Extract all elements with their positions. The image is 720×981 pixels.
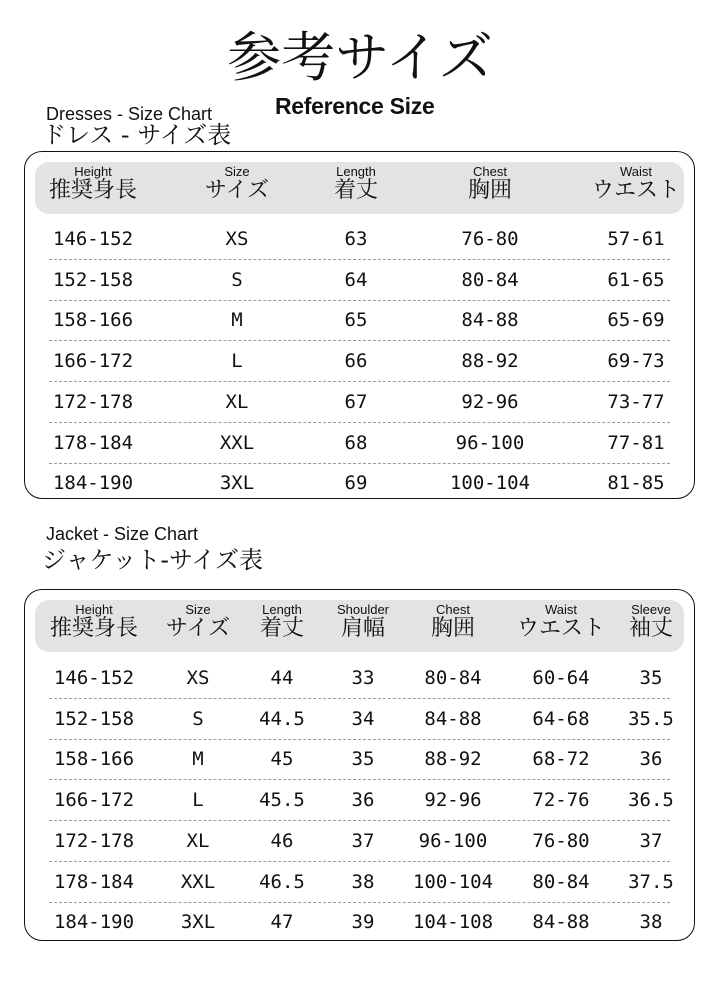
column-header-jp: サイズ	[204, 178, 270, 203]
table-cell: 80-84	[424, 667, 482, 689]
table-cell: 36	[351, 789, 375, 812]
jacket-size-table	[24, 589, 695, 941]
table-row	[49, 902, 670, 942]
table-cell: 76-80	[461, 228, 519, 250]
table-cell: 64	[344, 268, 368, 291]
table-cell: 166-172	[52, 350, 134, 373]
column-header-jp: 推奨身長	[49, 616, 139, 641]
column-header	[260, 600, 304, 652]
table-cell: 152-158	[53, 707, 135, 730]
table-row	[49, 463, 670, 503]
column-header	[468, 162, 512, 214]
table-cell: 44.5	[259, 707, 305, 730]
table-cell: 76-80	[532, 829, 590, 852]
table-cell: XS	[225, 228, 249, 250]
table-cell: 100-104	[449, 472, 531, 495]
table-cell: 47	[270, 911, 294, 934]
table-cell: 184-190	[52, 472, 134, 495]
table-cell: 36.5	[628, 789, 674, 812]
table-cell: 184-190	[53, 911, 135, 934]
table-cell: 178-184	[52, 431, 134, 454]
column-header	[50, 600, 138, 652]
table-cell: 37	[639, 829, 663, 852]
table-cell: 36	[639, 748, 663, 771]
table-cell: 158-166	[52, 309, 134, 332]
table-cell: M	[231, 309, 243, 332]
column-header-jp: 胸囲	[430, 616, 476, 641]
table-row	[49, 739, 670, 780]
table-cell: XL	[225, 390, 249, 413]
table-cell: 88-92	[461, 350, 519, 373]
table-row	[49, 382, 670, 423]
table-cell: 35	[351, 748, 375, 771]
table-row	[49, 699, 674, 740]
table-cell: XS	[186, 667, 210, 689]
table-cell: 84-88	[424, 707, 482, 730]
table-cell: 104-108	[412, 911, 494, 934]
table-cell: 80-84	[532, 870, 590, 893]
column-header-en: Shoulder	[336, 602, 390, 617]
column-header-jp: 袖丈	[628, 616, 674, 641]
column-header-jp: 胸囲	[467, 178, 513, 203]
table-cell: 77-81	[607, 431, 665, 454]
table-cell: 65-69	[607, 309, 665, 332]
table-cell: 172-178	[52, 390, 134, 413]
table-cell: 80-84	[461, 268, 519, 291]
table-cell: 3XL	[219, 472, 255, 495]
table-cell: 92-96	[461, 390, 519, 413]
table-cell: 68-72	[532, 748, 590, 771]
column-header	[337, 600, 389, 652]
table-cell: 67	[344, 390, 368, 413]
column-header	[431, 600, 475, 652]
table-cell: 68	[344, 431, 368, 454]
table-row	[49, 862, 674, 903]
table-cell: 100-104	[412, 870, 494, 893]
dresses-table-header	[35, 162, 684, 214]
column-header-jp: サイズ	[165, 616, 231, 641]
table-cell: 66	[344, 350, 368, 373]
column-header-en: Size	[185, 602, 211, 617]
table-cell: 46.5	[259, 870, 305, 893]
table-cell: 73-77	[607, 390, 665, 413]
table-cell: XXL	[219, 431, 255, 454]
column-header-en: Size	[224, 164, 250, 179]
column-header-en: Chest	[473, 164, 507, 179]
table-cell: 38	[351, 870, 375, 893]
column-header-en: Height	[74, 164, 112, 179]
table-cell: L	[231, 350, 243, 373]
table-cell: 39	[351, 911, 375, 934]
jacket-section-label-jp: ジャケット-サイズ表	[42, 546, 264, 574]
table-row	[49, 260, 670, 301]
table-cell: 96-100	[455, 431, 525, 454]
table-cell: XL	[186, 829, 210, 852]
table-cell: 88-92	[424, 748, 482, 771]
table-cell: 35.5	[628, 707, 674, 730]
table-cell: 64-68	[532, 707, 590, 730]
table-cell: 158-166	[53, 748, 135, 771]
table-cell: 72-76	[532, 789, 590, 812]
jacket-table-header	[35, 600, 684, 652]
column-header	[205, 162, 269, 214]
table-cell: 60-64	[532, 667, 590, 689]
table-cell: XXL	[180, 870, 216, 893]
jacket-section-label-en: Jacket - Size Chart	[46, 524, 199, 544]
dresses-section-label-en: Dresses - Size Chart	[46, 104, 213, 124]
table-row	[49, 658, 670, 699]
table-cell: 146-152	[52, 228, 134, 250]
dresses-size-table	[24, 151, 695, 499]
table-cell: 3XL	[180, 911, 216, 934]
table-cell: 38	[639, 911, 663, 934]
column-header	[629, 600, 673, 652]
column-header-jp: 着丈	[259, 616, 305, 641]
column-header-en: Length	[262, 602, 302, 617]
column-header-en: Chest	[436, 602, 470, 617]
table-row	[49, 780, 674, 821]
column-header	[166, 600, 230, 652]
column-header-en: Waist	[619, 164, 653, 179]
table-cell: 65	[344, 309, 368, 332]
table-cell: 178-184	[53, 870, 135, 893]
table-cell: 152-158	[52, 268, 134, 291]
table-row	[49, 300, 670, 341]
table-cell: S	[192, 707, 204, 730]
table-cell: 37.5	[628, 870, 674, 893]
table-cell: 44	[270, 667, 294, 689]
column-header	[334, 162, 378, 214]
column-header	[517, 600, 605, 652]
table-cell: 46	[270, 829, 294, 852]
table-cell: 34	[351, 707, 375, 730]
table-cell: 37	[351, 829, 375, 852]
table-row	[49, 341, 670, 382]
table-cell: 146-152	[53, 667, 135, 689]
table-cell: 172-178	[53, 829, 135, 852]
table-cell: 61-65	[607, 268, 665, 291]
table-cell: 63	[344, 228, 368, 250]
table-cell: 96-100	[418, 829, 488, 852]
column-header	[592, 162, 680, 214]
table-cell: 33	[351, 667, 375, 689]
table-row	[49, 821, 670, 862]
column-header-en: Length	[336, 164, 376, 179]
table-cell: M	[192, 748, 204, 771]
table-cell: 166-172	[53, 789, 135, 812]
column-header-jp: ウエスト	[516, 616, 606, 641]
table-cell: 81-85	[607, 472, 665, 495]
table-row	[49, 219, 670, 260]
column-header-jp: 着丈	[333, 178, 379, 203]
column-header-jp: 肩幅	[340, 616, 386, 641]
table-cell: 45	[270, 748, 294, 771]
column-header-en: Sleeve	[631, 602, 671, 617]
column-header-jp: 推奨身長	[48, 178, 138, 203]
page-subtitle: Reference Size	[275, 93, 435, 119]
table-cell: 45.5	[259, 789, 305, 812]
table-cell: 57-61	[607, 228, 665, 250]
table-cell: 84-88	[461, 309, 519, 332]
page-title: 参考サイズ	[227, 26, 493, 89]
column-header-en: Waist	[544, 602, 578, 617]
table-cell: L	[192, 789, 204, 812]
table-row	[49, 423, 670, 464]
table-cell: 84-88	[532, 911, 590, 934]
column-header-en: Height	[75, 602, 113, 617]
table-cell: S	[231, 268, 243, 291]
dresses-section-label-jp: ドレス - サイズ表	[42, 121, 232, 149]
column-header	[49, 162, 137, 214]
table-cell: 35	[639, 667, 663, 689]
table-cell: 69	[344, 472, 368, 495]
column-header-jp: ウエスト	[591, 178, 681, 203]
table-cell: 69-73	[607, 350, 665, 373]
table-cell: 92-96	[424, 789, 482, 812]
